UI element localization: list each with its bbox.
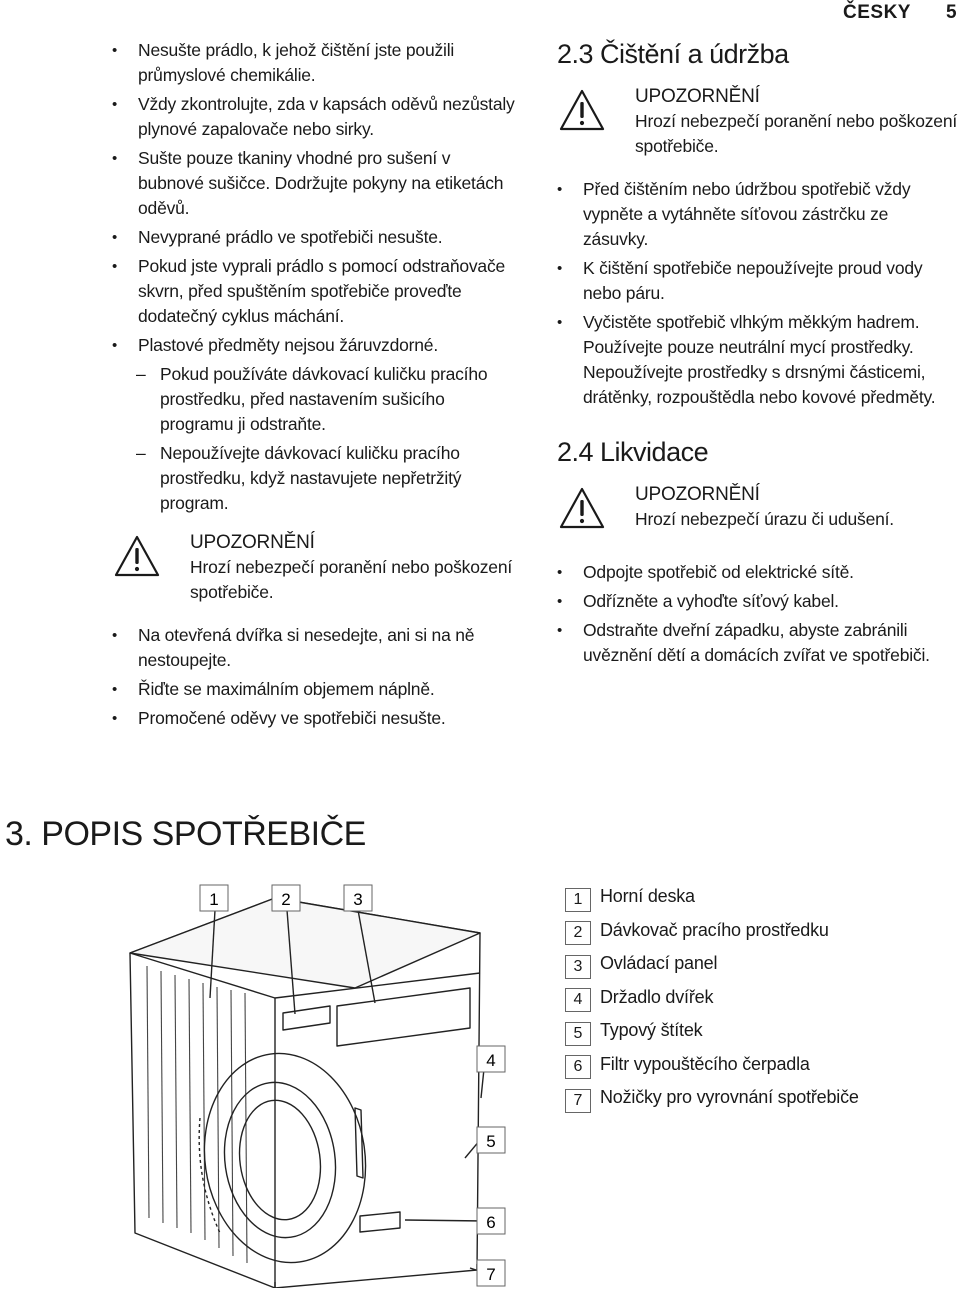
callout-7	[477, 1260, 505, 1286]
legend-item	[565, 1048, 955, 1082]
chapter-title: 3. POPIS SPOTŘEBIČE	[5, 815, 366, 853]
dash-item: – Nepoužívejte dávkovací kuličku pracího prostředku, když nastavujete nepřetržitý program.	[136, 441, 517, 516]
list-item: • Odpojte spotřebič od elektrické sítě.	[557, 560, 957, 585]
svg-text:1: 1	[209, 890, 219, 909]
warning-triangle-icon	[559, 88, 605, 132]
warning-triangle-icon	[559, 486, 605, 530]
legend-item	[565, 947, 955, 981]
legend-label: Ovládací panel	[600, 953, 718, 974]
section-heading-cleaning: 2.3 Čištění a údržba	[557, 39, 789, 69]
page-number: 5	[946, 2, 957, 23]
dash-item: – Pokud používáte dávkovací kuličku pracího prostředku, před nastavením sušicího programu ji odstraňte.	[136, 362, 517, 437]
list-item: • Vždy zkontrolujte, zda v kapsách oděvů nezůstaly plynové zapalovače nebo sirky.	[112, 92, 517, 142]
door-handle	[355, 1108, 363, 1178]
warning-block	[557, 84, 957, 159]
warning-block	[557, 482, 957, 542]
list-item: • Odstraňte dveřní západku, abyste zabránili uvěznění dětí a domácích zvířat ve spotřebiči.	[557, 618, 957, 668]
warning-text: Hrozí nebezpečí poranění nebo poškození spotřebiče.	[190, 557, 513, 602]
list-item: • Řiďte se maximálním objemem náplně.	[112, 677, 517, 702]
control-panel	[337, 988, 470, 1046]
warning-triangle-icon	[114, 534, 160, 578]
legend-number: 3	[565, 955, 591, 979]
legend-number: 4	[565, 988, 591, 1012]
legend-number: 5	[565, 1022, 591, 1046]
list-item: • Před čištěním nebo údržbou spotřebič vždy vypněte a vytáhněte síťovou zástrčku ze zásuvky.	[557, 177, 957, 252]
legend-label: Filtr vypouštěcího čerpadla	[600, 1053, 810, 1074]
warning-title: UPOZORNĚNÍ	[635, 484, 760, 505]
legend-label: Dávkovač pracího prostředku	[600, 919, 829, 940]
list-item: • Pokud jste vyprali prádlo s pomocí odstraňovače skvrn, před spuštěním spotřebiče proveďte dodatečný cyklus máchání.	[112, 254, 517, 329]
list-item: • Plastové předměty nejsou žáruvzdorné.	[112, 333, 517, 358]
warning-title: UPOZORNĚNÍ	[190, 532, 315, 553]
safety-list-bottom	[112, 623, 517, 731]
cleaning-list	[557, 177, 957, 410]
section-heading-disposal: 2.4 Likvidace	[557, 437, 709, 467]
list-item: • Odřízněte a vyhoďte síťový kabel.	[557, 589, 957, 614]
callout-3	[344, 885, 372, 911]
list-item: • Promočené oděvy ve spotřebiči nesušte.	[112, 706, 517, 731]
appliance-diagram	[125, 878, 525, 1288]
callout-4	[477, 1046, 505, 1072]
list-item: • Sušte pouze tkaniny vhodné pro sušení v bubnové sušičce. Dodržujte pokyny na etiketách oděvů.	[112, 146, 517, 221]
safety-list-top	[112, 38, 517, 358]
svg-text:4: 4	[486, 1051, 496, 1070]
warning-text: Hrozí nebezpečí úrazu či udušení.	[635, 509, 894, 529]
callout-2	[272, 885, 300, 911]
legend-number: 7	[565, 1089, 591, 1113]
left-column	[112, 38, 517, 735]
top-panel	[130, 898, 480, 988]
warning-block	[112, 530, 517, 605]
list-item: • Nevyprané prádlo ve spotřebiči nesušte.	[112, 225, 517, 250]
list-item: • Vyčistěte spotřebič vlhkým měkkým hadrem. Používejte pouze neutrální mycí prostředky. Nepoužívejte prostředky s drsnými částicemi, drátěnky, rozpouštědla nebo kovové předměty.	[557, 310, 957, 410]
legend-label: Typový štítek	[600, 1020, 703, 1041]
svg-text:3: 3	[353, 890, 363, 909]
legend-item	[565, 914, 955, 948]
callout-1	[200, 885, 228, 911]
legend-label: Držadlo dvířek	[600, 986, 714, 1007]
svg-text:2: 2	[281, 890, 291, 909]
callout-5	[477, 1127, 505, 1153]
legend-label: Nožičky pro vyrovnání spotřebiče	[600, 1087, 859, 1108]
legend-label: Horní deska	[600, 886, 695, 907]
dash-list	[136, 362, 517, 516]
list-item: • Na otevřená dvířka si nesedejte, ani si na ně nestoupejte.	[112, 623, 517, 673]
legend-number: 2	[565, 921, 591, 945]
legend-number: 1	[565, 888, 591, 912]
svg-text:7: 7	[486, 1265, 496, 1284]
disposal-list	[557, 560, 957, 668]
parts-legend	[565, 880, 955, 1115]
legend-item	[565, 880, 955, 914]
legend-item	[565, 1014, 955, 1048]
legend-number: 6	[565, 1055, 591, 1079]
svg-text:5: 5	[486, 1132, 496, 1151]
warning-text: Hrozí nebezpečí poranění nebo poškození spotřebiče.	[635, 111, 958, 156]
detergent-dispenser	[283, 1006, 330, 1030]
legend-item	[565, 1081, 955, 1115]
warning-title: UPOZORNĚNÍ	[635, 86, 760, 107]
list-item: • K čištění spotřebiče nepoužívejte proud vody nebo páru.	[557, 256, 957, 306]
header-language: ČESKY	[843, 2, 911, 23]
legend-item	[565, 981, 955, 1015]
right-column	[557, 38, 957, 672]
pump-filter	[360, 1212, 400, 1232]
callout-6	[477, 1208, 505, 1234]
list-item: • Nesušte prádlo, k jehož čištění jste použili průmyslové chemikálie.	[112, 38, 517, 88]
svg-text:6: 6	[486, 1213, 496, 1232]
